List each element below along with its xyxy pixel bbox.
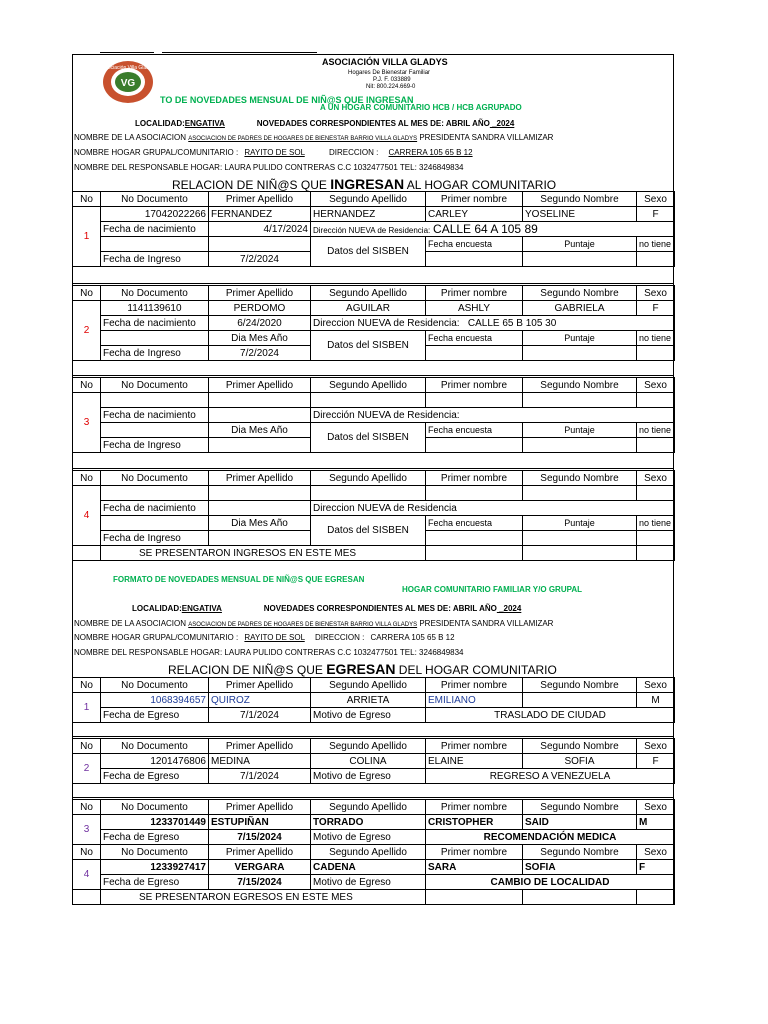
- egreso-block-2: [72, 738, 675, 784]
- ingresos-responsable: NOMBRE DEL RESPONSABLE HOGAR: LAURA PULIDO CONTRERAS C.C 1032477501 TEL: 3246849834: [74, 163, 464, 172]
- fecha-nac-value[interactable]: 6/24/2020: [209, 316, 311, 331]
- egresos-responsable: NOMBRE DEL RESPONSABLE HOGAR: LAURA PULIDO CONTRERAS C.C 1032477501 TEL: 3246849834: [74, 648, 464, 657]
- presidenta: PRESIDENTA SANDRA VILLAMIZAR: [419, 619, 554, 628]
- ap1-cell[interactable]: VERGARA: [209, 860, 311, 875]
- empty-cell: [101, 516, 209, 531]
- fecha-encuesta-label: Fecha encuesta: [426, 516, 523, 531]
- sexo-cell[interactable]: F: [637, 301, 675, 316]
- ingresos-localidad: LOCALIDAD:ENGATIVA NOVEDADES CORRESPONDIENTES AL MES DE: ABRIL AÑO _2024: [135, 119, 515, 128]
- ingresos-footer: SE PRESENTARON INGRESOS EN ESTE MES: [101, 546, 426, 561]
- egresos-format-title2: HOGAR COMUNITARIO FAMILIAR Y/O GRUPAL: [402, 585, 582, 594]
- localidad-label: LOCALIDAD:: [135, 119, 185, 128]
- empty-cell[interactable]: [523, 438, 637, 453]
- dir-label: Direccion NUEVA de Residencia:: [313, 317, 460, 329]
- doc-cell[interactable]: [101, 393, 209, 408]
- header-ap2: Segundo Apellido: [311, 378, 426, 393]
- motivo-label: Motivo de Egreso: [311, 830, 426, 845]
- dia-mes-label: Dia Mes Año: [209, 331, 311, 346]
- header-ap1: Primer Apellido: [209, 192, 311, 207]
- empty-cell: [523, 890, 637, 905]
- sexo-cell[interactable]: F: [637, 754, 675, 769]
- no-tiene-label: no tiene: [637, 423, 675, 438]
- empty-cell[interactable]: [426, 531, 523, 546]
- fecha-nac-label: Fecha de nacimiento: [101, 408, 209, 423]
- nom1-cell[interactable]: ASHLY: [426, 301, 523, 316]
- nom1-cell[interactable]: [426, 393, 523, 408]
- fecha-egr-value[interactable]: 7/15/2024: [209, 830, 311, 845]
- asoc-value: ASOCIACION DE PADRES DE HOGARES DE BIENESTAR BARRIO VILLA GLADYS: [188, 622, 418, 628]
- row-number: 4: [73, 860, 101, 890]
- header-no: No: [73, 286, 101, 301]
- header-ap2: Segundo Apellido: [311, 739, 426, 754]
- header-nom2: Segundo Nombre: [523, 192, 637, 207]
- fecha-ing-value[interactable]: [209, 438, 311, 453]
- empty-cell[interactable]: [637, 438, 675, 453]
- doc-cell[interactable]: 1068394657: [101, 693, 209, 708]
- header-nom2: Segundo Nombre: [523, 845, 637, 860]
- ingreso-block-3: [72, 377, 675, 453]
- nom2-cell[interactable]: [523, 393, 637, 408]
- header-ap2: Segundo Apellido: [311, 286, 426, 301]
- motivo-label: Motivo de Egreso: [311, 769, 426, 784]
- header-doc: No Documento: [101, 678, 209, 693]
- nom2-cell[interactable]: [523, 693, 637, 708]
- egresos-asociacion: [74, 619, 553, 628]
- motivo-label: Motivo de Egreso: [311, 875, 426, 890]
- header-nom1: Primer nombre: [426, 471, 523, 486]
- ingreso-block-2: [72, 285, 675, 361]
- ingreso-block-1: [72, 191, 675, 267]
- sexo-cell[interactable]: M: [637, 693, 675, 708]
- nom2-cell[interactable]: SOFIA: [523, 754, 637, 769]
- hogar-value: RAYITO DE SOL: [244, 148, 305, 157]
- header-ap1: Primer Apellido: [209, 471, 311, 486]
- logo-initials: VG: [120, 78, 136, 89]
- no-tiene-label: no tiene: [637, 237, 675, 252]
- header-nom1: Primer nombre: [426, 286, 523, 301]
- sisben-label: Datos del SISBEN: [311, 331, 426, 361]
- localidad-value: ENGATIVA: [184, 119, 225, 128]
- egreso-block-1: [72, 677, 675, 723]
- fecha-nac-label: Fecha de nacimiento: [101, 222, 209, 237]
- empty-cell: [209, 237, 311, 252]
- header-sexo: Sexo: [637, 800, 675, 815]
- header-ap1: Primer Apellido: [209, 845, 311, 860]
- asoc-value: ASOCIACION DE PADRES DE HOGARES DE BIENESTAR BARRIO VILLA GLADYS: [188, 136, 418, 142]
- fecha-encuesta-label: Fecha encuesta: [426, 423, 523, 438]
- egresos-relacion-title: [168, 661, 557, 677]
- sexo-cell[interactable]: [637, 486, 675, 501]
- relacion-key: EGRESAN: [326, 661, 396, 677]
- empty-cell: [101, 423, 209, 438]
- org-sub3: Nit: 800.224.669-0: [366, 84, 416, 90]
- dia-mes-label: Dia Mes Año: [209, 423, 311, 438]
- direccion-cell[interactable]: [311, 408, 675, 423]
- ap1-cell[interactable]: [209, 486, 311, 501]
- header-sexo: Sexo: [637, 378, 675, 393]
- ap2-cell[interactable]: [311, 393, 426, 408]
- egresos-format-title: FORMATO DE NOVEDADES MENSUAL DE NIÑ@S QUE EGRESAN: [113, 575, 365, 584]
- header-nom2: Segundo Nombre: [523, 678, 637, 693]
- fecha-encuesta-label: Fecha encuesta: [426, 237, 523, 252]
- fecha-ing-label: Fecha de Ingreso: [101, 346, 209, 361]
- row-number: 3: [73, 393, 101, 453]
- row-number: 4: [73, 486, 101, 546]
- direccion-value: CARRERA 105 65 B 12: [370, 633, 455, 642]
- fecha-egr-label: Fecha de Egreso: [101, 830, 209, 845]
- empty-cell: [101, 331, 209, 346]
- asoc-label: NOMBRE DE LA ASOCIACION: [74, 619, 187, 628]
- puntaje-label: Puntaje: [523, 237, 637, 252]
- ap1-cell[interactable]: ESTUPIÑAN: [209, 815, 311, 830]
- relacion-post: AL HOGAR COMUNITARIO: [406, 178, 557, 192]
- header-doc: No Documento: [101, 192, 209, 207]
- header-rule-left: [100, 52, 154, 53]
- fecha-egr-value[interactable]: 7/15/2024: [209, 875, 311, 890]
- motivo-label: Motivo de Egreso: [311, 708, 426, 723]
- row-number: 2: [73, 754, 101, 784]
- novedades-label: NOVEDADES CORRESPONDIENTES AL MES DE: ABRIL AÑO: [263, 604, 497, 613]
- fecha-ing-label: Fecha de Ingreso: [101, 252, 209, 267]
- sexo-cell[interactable]: F: [637, 207, 675, 222]
- nom1-cell[interactable]: EMILIANO: [426, 693, 523, 708]
- ingresos-format-title2: A UN HOGAR COMUNITARIO HCB / HCB AGRUPADO: [320, 103, 522, 112]
- relacion-key: INGRESAN: [330, 176, 405, 192]
- ingresos-relacion-title: [172, 176, 556, 192]
- empty-cell[interactable]: [637, 531, 675, 546]
- association-logo: [102, 60, 154, 104]
- nom2-cell[interactable]: SAID: [523, 815, 637, 830]
- ap1-cell[interactable]: QUIROZ: [209, 693, 311, 708]
- header-no: No: [73, 739, 101, 754]
- doc-cell[interactable]: [101, 486, 209, 501]
- nom1-cell[interactable]: SARA: [426, 860, 523, 875]
- fecha-ing-value[interactable]: 7/2/2024: [209, 346, 311, 361]
- row-number: 1: [73, 693, 101, 723]
- ap1-cell[interactable]: FERNANDEZ: [209, 207, 311, 222]
- novedades-label: NOVEDADES CORRESPONDIENTES AL MES DE: ABRIL AÑO: [256, 119, 490, 128]
- ap1-cell[interactable]: [209, 393, 311, 408]
- ap1-cell[interactable]: MEDINA: [209, 754, 311, 769]
- empty-cell[interactable]: [523, 531, 637, 546]
- header-nom2: Segundo Nombre: [523, 286, 637, 301]
- ap2-cell[interactable]: HERNANDEZ: [311, 207, 426, 222]
- ingreso-block-4: [72, 470, 675, 561]
- nom2-cell[interactable]: [523, 486, 637, 501]
- empty-cell: [426, 890, 523, 905]
- header-no: No: [73, 378, 101, 393]
- empty-cell: [426, 546, 523, 561]
- puntaje-label: Puntaje: [523, 516, 637, 531]
- fecha-ing-value[interactable]: 7/2/2024: [209, 252, 311, 267]
- motivo-value[interactable]: TRASLADO DE CIUDAD: [426, 708, 675, 723]
- dir-value: CALLE 64 A 105 89: [433, 222, 538, 236]
- header-doc: No Documento: [101, 286, 209, 301]
- fecha-egr-label: Fecha de Egreso: [101, 708, 209, 723]
- fecha-ing-value[interactable]: [209, 531, 311, 546]
- empty-cell: [73, 546, 101, 561]
- fecha-nac-value[interactable]: [209, 408, 311, 423]
- header-sexo: Sexo: [637, 286, 675, 301]
- header-doc: No Documento: [101, 845, 209, 860]
- header-nom2: Segundo Nombre: [523, 378, 637, 393]
- header-nom2: Segundo Nombre: [523, 471, 637, 486]
- header-ap1: Primer Apellido: [209, 678, 311, 693]
- header-doc: No Documento: [101, 739, 209, 754]
- motivo-value[interactable]: CAMBIO DE LOCALIDAD: [426, 875, 675, 890]
- ingresos-format-title: TO DE NOVEDADES MENSUAL DE NIÑ@S QUE INGRESAN: [160, 95, 414, 105]
- direccion-label: DIRECCION :: [328, 148, 379, 157]
- direccion-cell[interactable]: [311, 501, 675, 516]
- header-doc: No Documento: [101, 800, 209, 815]
- header-rule-right: [162, 52, 317, 53]
- empty-cell: [101, 237, 209, 252]
- fecha-ing-label: Fecha de Ingreso: [101, 531, 209, 546]
- empty-cell[interactable]: [637, 346, 675, 361]
- nom2-cell[interactable]: YOSELINE: [523, 207, 637, 222]
- logo-text: Asociación Villa Gladys: [102, 65, 154, 71]
- header-sexo: Sexo: [637, 471, 675, 486]
- relacion-post: DEL HOGAR COMUNITARIO: [398, 663, 557, 677]
- ap1-cell[interactable]: PERDOMO: [209, 301, 311, 316]
- dir-label: Dirección NUEVA de Residencia:: [313, 409, 460, 421]
- header-nom2: Segundo Nombre: [523, 739, 637, 754]
- header-sexo: Sexo: [637, 192, 675, 207]
- dia-mes-label: Dia Mes Año: [209, 516, 311, 531]
- header-doc: No Documento: [101, 471, 209, 486]
- fecha-egr-value[interactable]: 7/1/2024: [209, 769, 311, 784]
- ingresos-hogar: [74, 148, 473, 157]
- header-no: No: [73, 192, 101, 207]
- puntaje-label: Puntaje: [523, 423, 637, 438]
- fecha-egr-value[interactable]: 7/1/2024: [209, 708, 311, 723]
- block-separator: [72, 736, 674, 737]
- hogar-label: NOMBRE HOGAR GRUPAL/COMUNITARIO :: [74, 633, 239, 642]
- header-sexo: Sexo: [637, 678, 675, 693]
- ap2-cell[interactable]: CADENA: [311, 860, 426, 875]
- fecha-encuesta-label: Fecha encuesta: [426, 331, 523, 346]
- header-nom1: Primer nombre: [426, 845, 523, 860]
- ingresos-asociacion: [74, 133, 553, 142]
- sexo-cell[interactable]: M: [637, 815, 675, 830]
- ap2-cell[interactable]: [311, 486, 426, 501]
- egresos-hogar: [74, 633, 455, 642]
- direccion-label: DIRECCION :: [314, 633, 365, 642]
- row-number: 1: [73, 207, 101, 267]
- header-ap1: Primer Apellido: [209, 286, 311, 301]
- year-value: 2024: [503, 604, 522, 613]
- fecha-nac-label: Fecha de nacimiento: [101, 501, 209, 516]
- empty-cell[interactable]: [523, 346, 637, 361]
- header-ap1: Primer Apellido: [209, 739, 311, 754]
- egresos-localidad: LOCALIDAD:ENGATIVA NOVEDADES CORRESPONDIENTES AL MES DE: ABRIL AÑO _2024: [132, 604, 522, 613]
- puntaje-label: Puntaje: [523, 331, 637, 346]
- doc-cell[interactable]: 1233927417: [101, 860, 209, 875]
- ap2-cell[interactable]: ARRIETA: [311, 693, 426, 708]
- empty-cell[interactable]: [523, 252, 637, 267]
- empty-cell: [73, 890, 101, 905]
- empty-cell: [637, 890, 675, 905]
- block-separator: [72, 375, 674, 376]
- row-number: 2: [73, 301, 101, 361]
- nom1-cell[interactable]: [426, 486, 523, 501]
- ap2-cell[interactable]: TORRADO: [311, 815, 426, 830]
- header-nom1: Primer nombre: [426, 800, 523, 815]
- header-ap2: Segundo Apellido: [311, 678, 426, 693]
- org-name: ASOCIACIÓN VILLA GLADYS: [322, 57, 448, 67]
- block-separator: [72, 283, 674, 284]
- ap2-cell[interactable]: AGUILAR: [311, 301, 426, 316]
- motivo-value[interactable]: RECOMENDACIÓN MEDICA: [426, 830, 675, 845]
- doc-cell[interactable]: 1141139610: [101, 301, 209, 316]
- block-separator: [72, 797, 674, 798]
- fecha-ing-label: Fecha de Ingreso: [101, 438, 209, 453]
- dir-value: CALLE 65 B 105 30: [467, 317, 557, 329]
- header-nom1: Primer nombre: [426, 378, 523, 393]
- direccion-cell[interactable]: [311, 222, 675, 237]
- doc-cell[interactable]: 1233701449: [101, 815, 209, 830]
- header-ap2: Segundo Apellido: [311, 800, 426, 815]
- asoc-label: NOMBRE DE LA ASOCIACION: [74, 133, 187, 142]
- hogar-label: NOMBRE HOGAR GRUPAL/COMUNITARIO :: [74, 148, 239, 157]
- fecha-egr-label: Fecha de Egreso: [101, 875, 209, 890]
- sexo-cell[interactable]: [637, 393, 675, 408]
- empty-cell: [523, 546, 637, 561]
- dir-label: Direccion NUEVA de Residencia: [313, 502, 457, 514]
- localidad-value: ENGATIVA: [181, 604, 222, 613]
- header-nom1: Primer nombre: [426, 739, 523, 754]
- nom1-cell[interactable]: ELAINE: [426, 754, 523, 769]
- sisben-label: Datos del SISBEN: [311, 423, 426, 453]
- header-doc: No Documento: [101, 378, 209, 393]
- header-no: No: [73, 800, 101, 815]
- header-ap2: Segundo Apellido: [311, 471, 426, 486]
- motivo-value[interactable]: REGRESO A VENEZUELA: [426, 769, 675, 784]
- org-sub1: Hogares De Bienestar Familiar: [348, 70, 431, 76]
- presidenta: PRESIDENTA SANDRA VILLAMIZAR: [419, 133, 554, 142]
- direccion-value: CARRERA 105 65 B 12: [388, 148, 473, 157]
- empty-cell: [637, 546, 675, 561]
- nom1-cell[interactable]: CRISTOPHER: [426, 815, 523, 830]
- empty-cell[interactable]: [637, 252, 675, 267]
- year-value: 2024: [496, 119, 515, 128]
- header-nom2: Segundo Nombre: [523, 800, 637, 815]
- egreso-block-3-4: [72, 799, 675, 905]
- nom2-cell[interactable]: SOFIA: [523, 860, 637, 875]
- sisben-label: Datos del SISBEN: [311, 516, 426, 546]
- dir-label: Dirección NUEVA de Residencia:: [313, 226, 431, 235]
- sisben-label: Datos del SISBEN: [311, 237, 426, 267]
- header-no: No: [73, 471, 101, 486]
- header-no: No: [73, 678, 101, 693]
- relacion-pre: RELACION DE NIÑ@S QUE: [168, 663, 323, 677]
- doc-cell[interactable]: 1201476806: [101, 754, 209, 769]
- nom1-cell[interactable]: CARLEY: [426, 207, 523, 222]
- header-nom1: Primer nombre: [426, 192, 523, 207]
- header-sexo: Sexo: [637, 845, 675, 860]
- sexo-cell[interactable]: F: [637, 860, 675, 875]
- ap2-cell[interactable]: COLINA: [311, 754, 426, 769]
- fecha-nac-value[interactable]: 4/17/2024: [209, 222, 311, 237]
- direccion-cell[interactable]: [311, 316, 675, 331]
- block-separator: [72, 468, 674, 469]
- org-sub2: P.J. F. 033889: [373, 77, 411, 83]
- doc-cell[interactable]: 17042022266: [101, 207, 209, 222]
- localidad-label: LOCALIDAD:: [132, 604, 182, 613]
- row-number: 3: [73, 815, 101, 845]
- header-ap2: Segundo Apellido: [311, 192, 426, 207]
- header-nom1: Primer nombre: [426, 678, 523, 693]
- empty-cell[interactable]: [426, 346, 523, 361]
- hogar-value: RAYITO DE SOL: [244, 633, 305, 642]
- header-ap1: Primer Apellido: [209, 800, 311, 815]
- no-tiene-label: no tiene: [637, 331, 675, 346]
- fecha-nac-label: Fecha de nacimiento: [101, 316, 209, 331]
- no-tiene-label: no tiene: [637, 516, 675, 531]
- fecha-nac-value[interactable]: [209, 501, 311, 516]
- nom2-cell[interactable]: GABRIELA: [523, 301, 637, 316]
- empty-cell[interactable]: [426, 252, 523, 267]
- header-ap1: Primer Apellido: [209, 378, 311, 393]
- egresos-footer: SE PRESENTARON EGRESOS EN ESTE MES: [101, 890, 426, 905]
- relacion-pre: RELACION DE NIÑ@S QUE: [172, 178, 327, 192]
- empty-cell[interactable]: [426, 438, 523, 453]
- header-ap2: Segundo Apellido: [311, 845, 426, 860]
- header-sexo: Sexo: [637, 739, 675, 754]
- fecha-egr-label: Fecha de Egreso: [101, 769, 209, 784]
- header-no: No: [73, 845, 101, 860]
